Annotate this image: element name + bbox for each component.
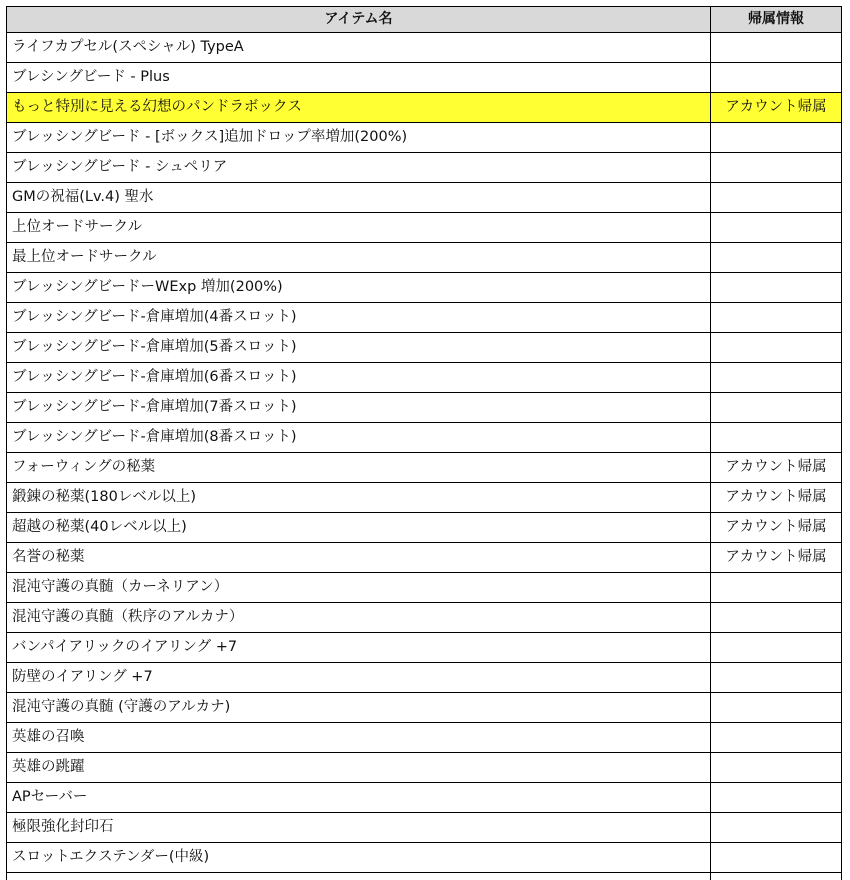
binding-info-cell (711, 723, 842, 753)
column-header-binding-info: 帰属情報 (711, 7, 842, 33)
table-row (7, 63, 842, 93)
table-row (7, 573, 842, 603)
item-name-cell: 超越の秘薬(40レベル以上) (7, 513, 711, 543)
table-row (7, 393, 842, 423)
item-name-cell: ブレッシングビード-倉庫増加(5番スロット) (7, 333, 711, 363)
item-name-cell: ブレッシングビード-倉庫増加(8番スロット) (7, 423, 711, 453)
table-row (7, 243, 842, 273)
item-name-cell: 英雄の召喚 (7, 723, 711, 753)
binding-info-cell (711, 873, 842, 880)
item-name-cell: ブレッシングビード-倉庫増加(7番スロット) (7, 393, 711, 423)
binding-info-cell (711, 123, 842, 153)
item-name-cell: 防壁のイアリング +7 (7, 663, 711, 693)
table-row (7, 753, 842, 783)
binding-info-cell (711, 603, 842, 633)
table-row (7, 483, 842, 513)
item-name-cell: 名誉の秘薬 (7, 543, 711, 573)
binding-info-cell (711, 813, 842, 843)
table-row (7, 723, 842, 753)
table-row (7, 303, 842, 333)
binding-info-cell (711, 753, 842, 783)
binding-info-cell (711, 693, 842, 723)
binding-info-cell: アカウント帰属 (711, 453, 842, 483)
binding-info-cell (711, 783, 842, 813)
item-name-cell: フォーウィングの秘薬 (7, 453, 711, 483)
binding-info-cell: アカウント帰属 (711, 513, 842, 543)
binding-info-cell (711, 363, 842, 393)
table-row (7, 333, 842, 363)
item-name-cell: ブレシングビード - Plus (7, 63, 711, 93)
binding-info-cell (711, 63, 842, 93)
binding-info-cell (711, 33, 842, 63)
item-name-cell: もっと特別に見える幻想のパンドラボックス (7, 93, 711, 123)
binding-info-cell (711, 153, 842, 183)
binding-info-cell (711, 273, 842, 303)
item-name-cell: APセーバー (7, 783, 711, 813)
item-table-body (7, 33, 842, 880)
binding-info-cell (711, 573, 842, 603)
table-row (7, 813, 842, 843)
binding-info-cell (711, 183, 842, 213)
table-row (7, 183, 842, 213)
table-row (7, 123, 842, 153)
item-name-cell: ブレッシングビード - [ボックス]追加ドロップ率増加(200%) (7, 123, 711, 153)
item-name-cell: ブレッシングビードーWExp 増加(200%) (7, 273, 711, 303)
table-row (7, 423, 842, 453)
table-row (7, 213, 842, 243)
table-row (7, 843, 842, 873)
binding-info-cell (711, 843, 842, 873)
item-name-cell: GMの祝福(Lv.4) 聖水 (7, 183, 711, 213)
header-row (7, 7, 842, 33)
binding-info-cell (711, 423, 842, 453)
binding-info-cell (711, 213, 842, 243)
table-row (7, 33, 842, 63)
binding-info-cell: アカウント帰属 (711, 93, 842, 123)
binding-info-cell (711, 393, 842, 423)
table-row (7, 543, 842, 573)
column-header-item-name: アイテム名 (7, 7, 711, 33)
binding-info-cell (711, 633, 842, 663)
binding-info-cell (711, 303, 842, 333)
table-row (7, 153, 842, 183)
item-name-cell: 上位オードサークル (7, 213, 711, 243)
item-name-cell: スロットエクステンダー(中級) (7, 843, 711, 873)
table-row (7, 633, 842, 663)
item-name-cell: ブレッシングビード-倉庫増加(4番スロット) (7, 303, 711, 333)
binding-info-cell (711, 243, 842, 273)
binding-info-cell (711, 333, 842, 363)
item-name-cell: 混沌守護の真髄（カーネリアン） (7, 573, 711, 603)
table-row (7, 453, 842, 483)
table-row (7, 873, 842, 880)
item-name-cell: ライフカプセル(スペシャル) TypeA (7, 33, 711, 63)
item-name-cell: 英雄の跳躍 (7, 753, 711, 783)
item-name-cell: ブレッシングビード-倉庫増加(6番スロット) (7, 363, 711, 393)
binding-info-cell: アカウント帰属 (711, 483, 842, 513)
item-name-cell: 最上位オードサークル (7, 243, 711, 273)
table-row (7, 693, 842, 723)
item-name-cell: 混沌守護の真髄 (守護のアルカナ) (7, 693, 711, 723)
item-name-cell (7, 873, 711, 880)
item-name-cell: 極限強化封印石 (7, 813, 711, 843)
table-row (7, 603, 842, 633)
table-row (7, 363, 842, 393)
table-row (7, 783, 842, 813)
table-row (7, 93, 842, 123)
item-name-cell: 鍛錬の秘薬(180レベル以上) (7, 483, 711, 513)
binding-info-cell (711, 663, 842, 693)
binding-info-cell: アカウント帰属 (711, 543, 842, 573)
table-row (7, 273, 842, 303)
item-name-cell: 混沌守護の真髄（秩序のアルカナ） (7, 603, 711, 633)
table-row (7, 663, 842, 693)
item-table (6, 6, 842, 880)
item-name-cell: ブレッシングビード - シュペリア (7, 153, 711, 183)
table-row (7, 513, 842, 543)
item-name-cell: バンパイアリックのイアリング +7 (7, 633, 711, 663)
